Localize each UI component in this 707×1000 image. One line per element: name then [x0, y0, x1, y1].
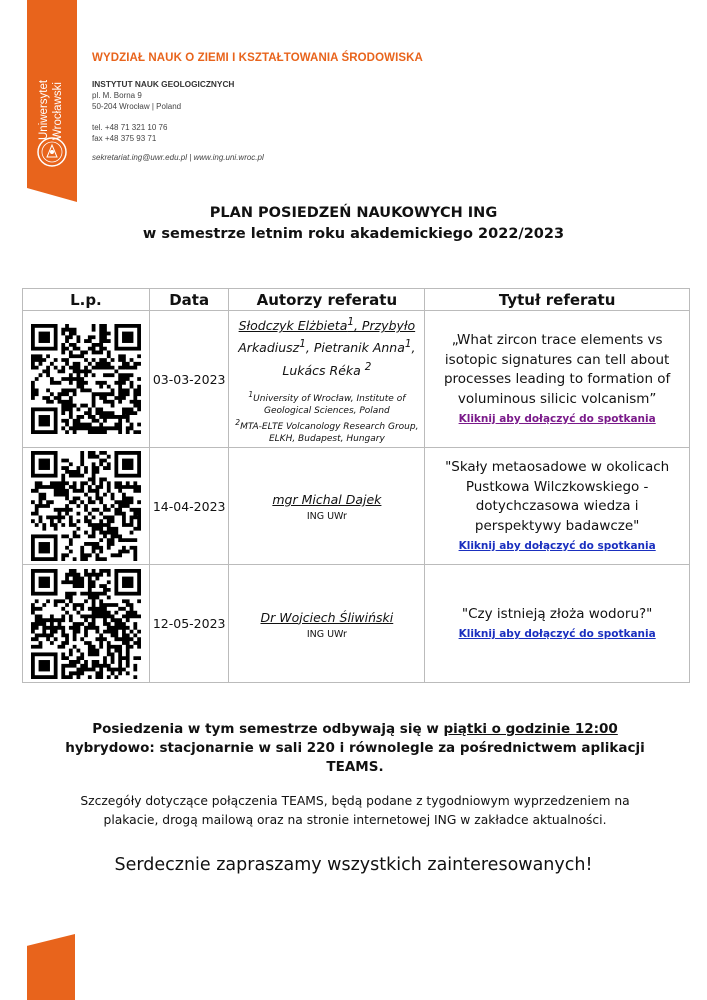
university-name-line1: Uniwersytet	[38, 79, 50, 140]
join-meeting-link[interactable]: Kliknij aby dołączyć do spotkania	[458, 413, 656, 425]
meeting-time: piątki o godzinie 12:00	[443, 721, 618, 737]
phone: tel. +48 71 321 10 76	[92, 123, 168, 132]
authors-cell	[229, 311, 425, 448]
institute-name: INSTYTUT NAUK GEOLOGICZNYCH	[92, 79, 235, 89]
affiliations: $^1$University of Wrocław, Institute of Geological Sciences, Poland $^2$MTA-ELTE Volcanology Research Group, ELKH, Budapest, Hungary	[235, 389, 419, 444]
table-row	[23, 565, 690, 683]
qr-code-icon[interactable]	[31, 451, 141, 561]
presentation-title: "Czy istnieją złoża wodoru?"	[461, 605, 653, 622]
authors-cell	[229, 448, 425, 565]
faculty-name: WYDZIAŁ NAUK O ZIEMI I KSZTAŁTOWANIA ŚRODOWISKA	[92, 52, 423, 64]
presentation-title: "Skały metaosadowe w okolicach Pustkowa Wilczkowskiego - dotychczasowa wiedza i perspektywy badawcze"	[445, 459, 670, 534]
author-name: mgr Michal Dajek	[272, 492, 382, 507]
join-meeting-link[interactable]: Kliknij aby dołączyć do spotkania	[458, 628, 656, 641]
contact-line: sekretariat.ing@uwr.edu.pl | www.ing.uni.wroc.pl	[92, 153, 264, 162]
session-date: 12-05-2023	[149, 565, 229, 683]
title-cell	[425, 565, 690, 683]
bottom-brand-decoration	[27, 934, 75, 1000]
table-header-row	[23, 289, 690, 311]
author-institution: ING UWr	[306, 628, 347, 640]
invitation: Serdecznie zapraszamy wszystkich zainteresowanych!	[114, 855, 593, 875]
header-authors: Autorzy referatu	[229, 289, 425, 311]
session-date: 03-03-2023	[149, 311, 229, 448]
authors-cell	[229, 565, 425, 683]
page-subtitle: w semestrze letnim roku akademickiego 2022/2023	[142, 226, 565, 242]
address-line1: pl. M. Borna 9	[92, 91, 142, 100]
header-lp: L.p.	[23, 289, 150, 311]
header-date: Data	[149, 289, 229, 311]
qr-cell	[23, 448, 150, 565]
schedule-info: Posiedzenia w tym semestrze odbywają się w piątki o godzinie 12:00 hybrydowo: stacjonarnie w sali 220 i równolegle za pośrednictwem aplikacji TEAMS.	[65, 721, 645, 775]
header-title: Tytuł referatu	[425, 289, 690, 311]
table-row	[23, 311, 690, 448]
author-institution: ING UWr	[306, 511, 347, 522]
authors-list: Słodczyk Elżbieta$^1$, Przybyło Arkadiusz$^1$, Pietranik Anna$^1$, Lukács Réka $^2$	[238, 316, 416, 378]
university-crest-icon	[36, 136, 68, 168]
university-name-line2: Wrocławski	[52, 82, 64, 140]
table-row	[23, 448, 690, 565]
page-title: PLAN POSIEDZEŃ NAUKOWYCH ING	[209, 205, 498, 221]
author-name: Dr Wojciech Śliwiński	[260, 609, 394, 625]
title-cell	[425, 448, 690, 565]
schedule-table	[22, 288, 690, 683]
join-meeting-link[interactable]: Kliknij aby dołączyć do spotkania	[458, 540, 656, 552]
qr-cell	[23, 311, 150, 448]
teams-details: Szczegóły dotyczące połączenia TEAMS, będą podane z tygodniowym wyprzedzeniem na plakacie, drogą mailową oraz na stronie internetowej ING w zakładce aktualności.	[80, 794, 630, 827]
qr-cell	[23, 565, 150, 683]
fax: fax +48 375 93 71	[92, 134, 157, 143]
qr-code-icon[interactable]	[31, 324, 141, 434]
title-cell	[425, 311, 690, 448]
session-date: 14-04-2023	[149, 448, 229, 565]
address-line2: 50-204 Wrocław | Poland	[92, 102, 182, 111]
qr-code-icon[interactable]	[31, 569, 141, 679]
presentation-title: „What zircon trace elements vs isotopic signatures can tell about processes leading to formation of voluminous silicic volcanism”	[443, 332, 671, 407]
